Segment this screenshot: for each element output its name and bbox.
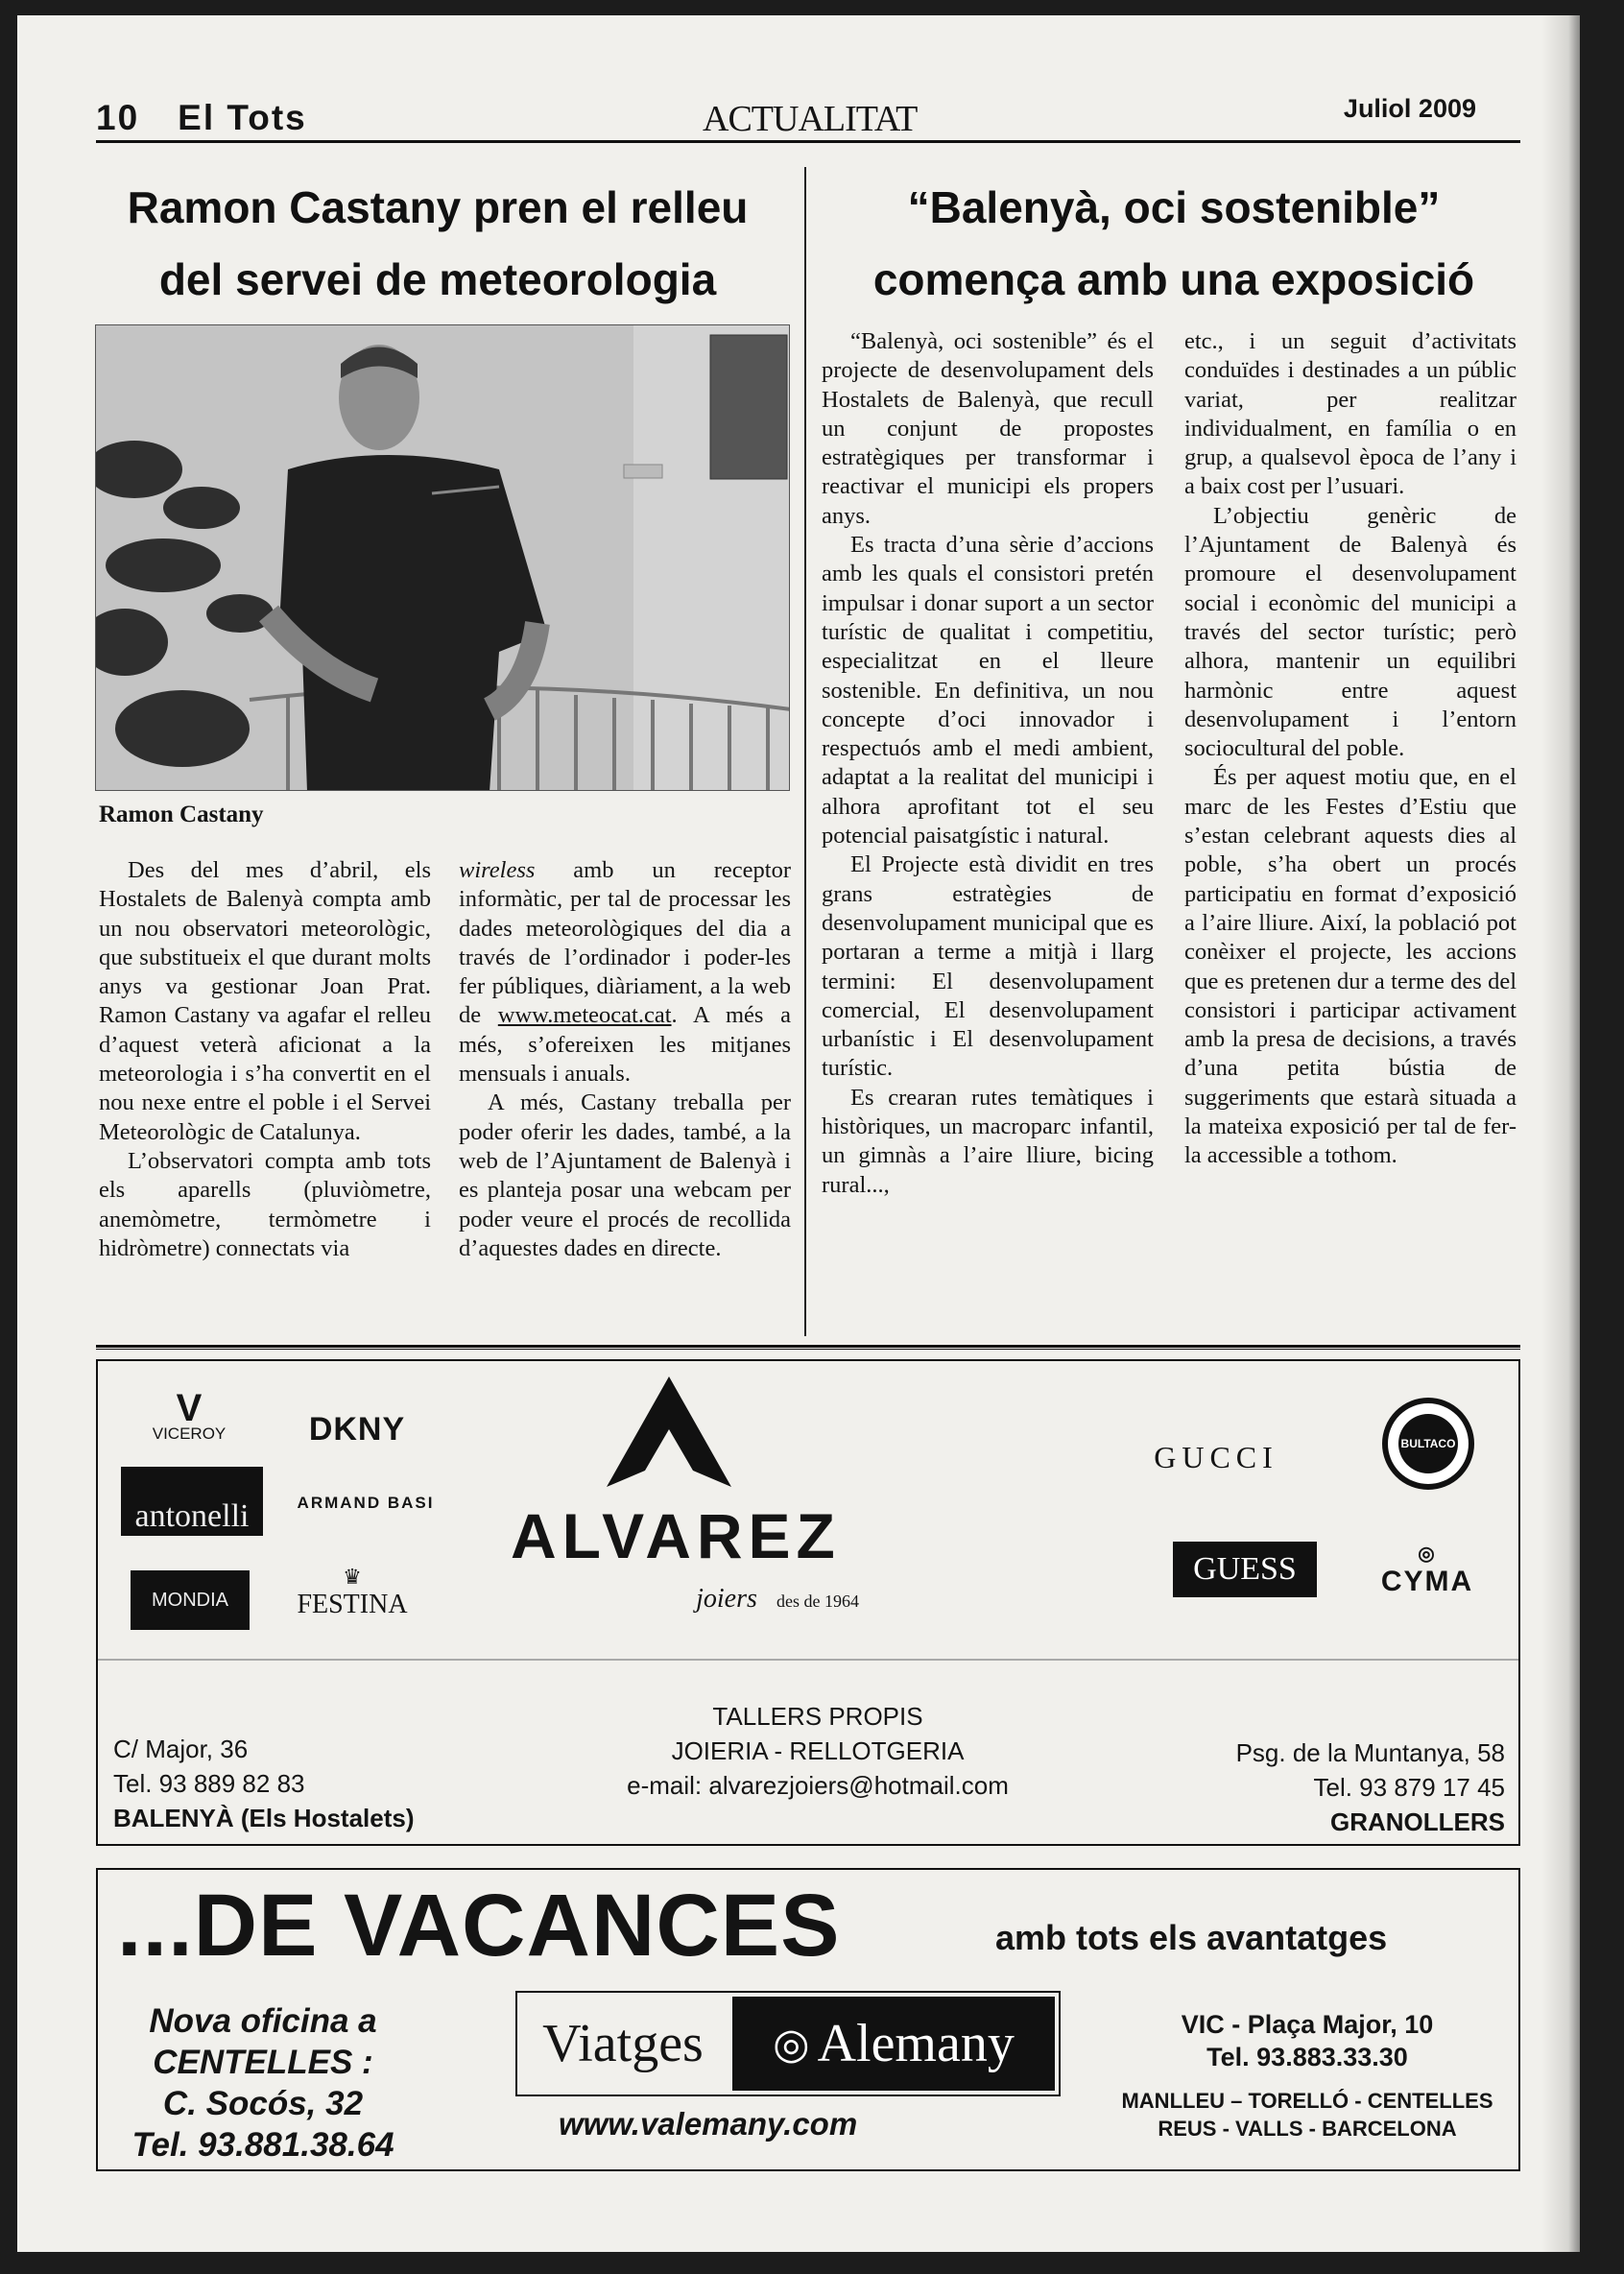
article-right-paragraph: etc., i un seguit d’activitats conduïdes i destinades a un públic variat, per realitzar individualment, en família o en grup, a qualsevol època de l’any i a baix cost per l’usuari. (1184, 328, 1517, 500)
ad-inner-divider (98, 1659, 1518, 1661)
article-left-column-1 (99, 856, 431, 1263)
alvarez-wordmark: ALVAREZ (511, 1500, 841, 1571)
address-granollers: Psg. de la Muntanya, 58 Tel. 93 879 17 45 GRANOLLERS (1235, 1738, 1505, 1836)
header-rule (96, 140, 1520, 143)
article-right-headline: “Balenyà, oci sostenible” comença amb una exposició (872, 182, 1475, 304)
column-divider (804, 167, 806, 1336)
article-right-paragraph: Es crearan rutes temàtiques i històriques, un macroparc infantil, un gimnàs a l’aire lliure, bicing rural..., (822, 1084, 1154, 1198)
workshop-info: TALLERS PROPIS JOIERIA - RELLOTGERIA e-mail: alvarezjoiers@hotmail.com (549, 1699, 1087, 1803)
article-left-paragraph: A més, Castany treballa per poder oferir les dades, també, a la web de l’Ajuntament de Balenyà i es planteja posar una webcam per poder veure el procés de recollida d’aquestes dades en directe. (459, 1089, 791, 1261)
centelles-office: Nova oficina a CENTELLES : C. Socós, 32 Tel. 93.881.38.64 (131, 2002, 394, 2164)
viatges-locations: VIC - Plaça Major, 10 Tel. 93.883.33.30 MANLLEU – TORELLÓ - CENTELLES REUS - VALLS - BARCELONA (1121, 2010, 1493, 2141)
meteocat-link[interactable]: www.meteocat.cat (497, 1002, 672, 1029)
dkny-logo: DKNY (308, 1411, 406, 1448)
section-title: ACTUALITAT (703, 99, 918, 139)
ads-separator (96, 1345, 1520, 1350)
page-fold-shadow (1541, 15, 1580, 2252)
viatges-alemany-advertisement (96, 1868, 1520, 2171)
publication-name: El Tots (178, 98, 307, 137)
article-right-paragraph: “Balenyà, oci sostenible” és el projecte de desenvolupament dels Hostalets de Balenyà, que recull un conjunt de propostes estratègiques per transformar i reactivar el municipi els propers anys. (822, 328, 1154, 529)
article-right-column-2 (1184, 327, 1517, 1171)
article-right-paragraph: És per aquest motiu que, en el marc de les Festes d’Estiu que s’estan celebrant aquests dies al poble, s’ha obert un procés participatiu en format d’exposició a l’aire lliure. Així, la població pot conèixer el projecte, les accions que es pretenen dur a terme des del consistori i participar activament amb la presa de decisions, a través d’una petita bústia de suggeriments que estarà situada a la mateixa exposició per tal de fer-la accessible a tothom. (1184, 764, 1517, 1169)
armand-basi-logo: ARMAND BASI (297, 1494, 435, 1512)
alvarez-logo (544, 1376, 794, 1492)
page-header-left (96, 98, 307, 138)
festina-logo: ♛ FESTINA (290, 1565, 415, 1620)
antonelli-logo: antonelli (121, 1467, 263, 1536)
article-right-paragraph: El Projecte està dividit en tres grans estratègies de desenvolupament municipal que es portaran a terme a mitjà i llarg termini: El desenvolupament comercial, El desenvolupament urbanístic i El desenvolupament turístic. (822, 851, 1154, 1082)
article-left-paragraph: L’observatori compta amb tots els aparells (pluviòmetre, anemòmetre, termòmetre i hidròmetre) connectats via (99, 1147, 431, 1261)
crown-icon: ♛ (343, 1565, 362, 1589)
vacances-headline: ...DE VACANCES (117, 1877, 841, 1975)
alvarez-since: des de 1964 (776, 1592, 859, 1611)
alvarez-tagline: joiers (696, 1584, 757, 1614)
spiral-icon: ◎ (773, 2020, 810, 2068)
viatges-alemany-logo: Viatges ◎ Alemany (515, 1991, 1061, 2096)
alvarez-advertisement (96, 1359, 1520, 1846)
bultaco-logo: BULTACO (1382, 1398, 1474, 1490)
article-left-paragraph: Des del mes d’abril, els Hostalets de Balenyà compta amb un nou observatori meteorològic, que substitueix el que durant molts anys va gestionar Joan Prat. Ramon Castany va agafar el relleu d’aquest veterà aficionat a la meteorologia i s’ha convertit en el nou nexe entre el poble i el Servei Meteorològic de Catalunya. (99, 857, 431, 1145)
page-number: 10 (96, 98, 140, 137)
newspaper-page (17, 15, 1580, 2252)
article-right-paragraph: L’objectiu genèric de l’Ajuntament de Balenyà és promoure el desenvolupament social i econòmic del municipi a través del sector turístic; però alhora, mantenir un equilibri harmònic entre aquest desenvolupament i l’entorn sociocultural del poble. (1184, 502, 1517, 762)
cyma-emblem-icon: ◎ (1418, 1544, 1437, 1565)
article-left-column-2 (459, 856, 791, 1263)
photo-caption: Ramon Castany (99, 802, 264, 827)
mondia-logo: MONDIA (131, 1570, 250, 1630)
portrait-photo (95, 324, 790, 791)
address-balenya: C/ Major, 36 Tel. 93 889 82 83 BALENYÀ (Els Hostalets) (113, 1735, 415, 1832)
wireless-term: wireless (459, 857, 536, 883)
article-left-headline: Ramon Castany pren el relleu del servei de meteorologia (127, 182, 749, 304)
cyma-logo: ◎ CYMA (1360, 1542, 1494, 1598)
article-right-paragraph: Es tracta d’una sèrie d’accions amb les quals el consistori pretén impulsar i donar suport a un sector turístic de qualitat i competitiu, especialitzat en el lleure sostenible. En definitiva, un nou concepte d’oci innovador i respectuós amb el medi ambient, adaptat a la realitat del municipi i alhora aprofitant tot el seu potencial paisatgístic i natural. (822, 532, 1154, 850)
vacances-subheadline: amb tots els avantatges (995, 1918, 1388, 1957)
viceroy-logo: V VICEROY (152, 1387, 227, 1443)
article-left-paragraph: wireless amb un receptor informàtic, per tal de processar les dades meteorològiques del dia a través de l’ordinador i poder-les fer públiques, diàriament, a la web de www.meteocat.cat. A més a més, s’ofereixen les mitjanes mensuals i anuals. (459, 857, 791, 1088)
guess-logo: GUESS (1173, 1542, 1317, 1597)
alvarez-email[interactable]: e-mail: alvarezjoiers@hotmail.com (627, 1771, 1009, 1800)
issue-date: Juliol 2009 (1343, 94, 1476, 123)
alvarez-triangle-icon (607, 1376, 731, 1487)
gucci-logo: GUCCI (1154, 1440, 1278, 1474)
portrait-photo-illustration (96, 325, 790, 791)
article-right-column-1 (822, 327, 1154, 1200)
viatges-website[interactable]: www.valemany.com (559, 2106, 858, 2142)
